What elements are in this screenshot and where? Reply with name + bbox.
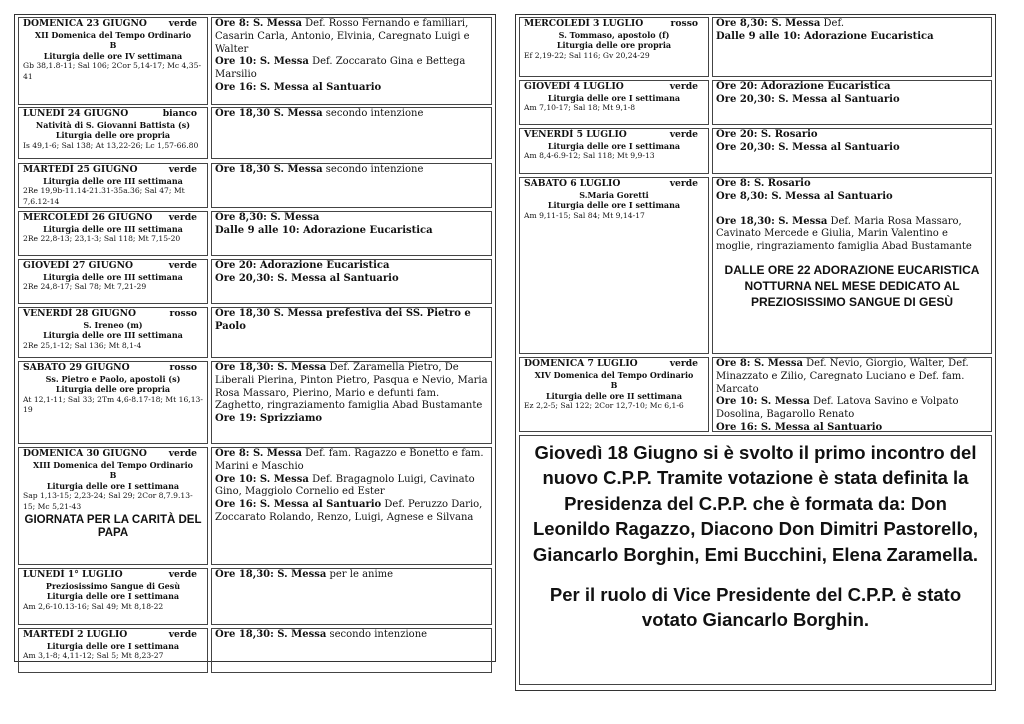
liturgy-line: Liturgia delle ore III settimana	[43, 271, 183, 282]
mass-entry	[716, 178, 988, 191]
mass-schedule	[712, 17, 992, 77]
day-header	[23, 213, 203, 224]
liturgy-line: Liturgia delle ore IV settimana	[43, 50, 183, 61]
day-header	[524, 359, 704, 370]
mass-schedule	[712, 128, 992, 174]
mass-time: Ore 8,30: S. Messa al Santuario	[716, 190, 893, 202]
day-info	[18, 628, 208, 673]
mass-entry	[215, 308, 488, 334]
mass-schedule	[712, 177, 992, 354]
day-date: DOMENICA 30 GIUGNO	[23, 448, 147, 459]
mass-time: Ore 18,30: S. Messa	[215, 569, 327, 580]
mass-entry	[716, 358, 988, 396]
mass-entry	[716, 396, 988, 422]
readings: 2Re 24,8-17; Sal 78; Mt 7,21-29	[23, 282, 147, 291]
day-row	[519, 17, 992, 77]
mass-entry	[215, 212, 488, 225]
mass-intention: Def. Nevio, Giorgio, Walter, Def. Minazzato e Zilio, Caregnato Luciano e Def. fam. Marcato	[716, 358, 969, 395]
left-column	[14, 14, 496, 662]
day-info	[18, 259, 208, 304]
day-info	[18, 211, 208, 256]
mass-time: Ore 20,30: S. Messa al Santuario	[215, 272, 399, 284]
mass-intention: Def. Zoccarato Gina e Bettega Marsilio	[215, 56, 466, 81]
liturgy-line: Liturgia delle ore I settimana	[46, 480, 180, 491]
day-header	[23, 309, 203, 320]
liturgy-line: Liturgia delle ore propria	[55, 130, 171, 140]
mass-time: Ore 20,30: S. Messa al Santuario	[716, 141, 900, 153]
day-header	[23, 261, 203, 272]
day-header	[23, 570, 203, 581]
mass-time: Ore 18,30: S. Messa	[215, 362, 327, 373]
mass-time: Ore 20: Adorazione Eucaristica	[716, 81, 891, 92]
day-row	[18, 628, 492, 673]
liturgy-line: XIII Domenica del Tempo Ordinario	[33, 459, 193, 470]
mass-entry	[716, 18, 988, 31]
day-row	[18, 163, 492, 208]
day-row	[18, 259, 492, 304]
mass-entry	[215, 56, 488, 82]
mass-intention: per le anime	[326, 569, 394, 580]
day-info	[519, 128, 709, 174]
liturgy-line: Liturgia delle ore I settimana	[46, 591, 180, 601]
mass-schedule	[211, 307, 492, 358]
mass-time: Ore 18,30: S. Messa	[716, 215, 828, 227]
mass-time: Ore 18,30 S. Messa	[215, 108, 323, 119]
mass-entry	[215, 629, 488, 642]
spacer	[716, 204, 988, 216]
liturgical-color: verde	[669, 178, 698, 189]
day-header	[524, 179, 704, 190]
mass-entry	[215, 362, 488, 413]
day-info	[18, 17, 208, 105]
mass-entry	[215, 569, 488, 582]
mass-intention: Def. Zaramella Pietro, De Liberali Pierina, Pinton Pietro, Pasqua e Nevio, Maria Rosa Massaro, Pierino, Mario e defunti fam. Zaghetto, ringraziamento famiglia Abad Bustamante	[215, 362, 488, 412]
liturgy-line: Liturgia delle ore I settimana	[547, 92, 681, 103]
day-row	[519, 80, 992, 125]
mass-entry	[716, 129, 988, 142]
liturgical-color: rosso	[169, 362, 197, 373]
mass-time: Ore 16: S. Messa al Santuario	[215, 499, 382, 511]
liturgy-line: XII Domenica del Tempo Ordinario	[34, 29, 192, 40]
mass-time: Ore 8,30: S. Messa	[215, 212, 320, 223]
mass-entry	[716, 216, 988, 254]
mass-entry	[716, 191, 988, 204]
liturgical-color: verde	[669, 81, 698, 92]
mass-schedule	[211, 628, 492, 673]
day-header	[23, 630, 203, 641]
readings: Am 2,6-10.13-16; Sal 49; Mt 8,18-22	[23, 601, 164, 611]
day-date: DOMENICA 7 LUGLIO	[524, 358, 638, 369]
mass-time: Ore 20: S. Rosario	[716, 129, 818, 140]
mass-intention: secondo intenzione	[326, 629, 428, 640]
day-info	[18, 163, 208, 208]
day-header	[23, 109, 203, 120]
mass-time: Ore 8: S. Messa	[215, 448, 302, 459]
mass-time: Dalle 9 alle 10: Adorazione Eucaristica	[716, 30, 934, 42]
liturgy-line: XIV Domenica del Tempo Ordinario	[534, 369, 694, 380]
readings: Am 9,11-15; Sal 84; Mt 9,14-17	[524, 210, 645, 220]
liturgy-line: Liturgia delle ore I settimana	[547, 200, 681, 210]
liturgical-color: verde	[168, 164, 197, 175]
mass-time: Ore 8,30: S. Messa	[716, 18, 821, 29]
mass-intention: Def. Bragagnolo Luigi, Cavinato Gino, Maggiolo Cornelio ed Ester	[215, 473, 475, 498]
day-date: GIOVEDÌ 4 LUGLIO	[524, 81, 624, 92]
mass-schedule	[211, 107, 492, 159]
liturgy-line: Preziosissimo Sangue di Gesù	[45, 580, 181, 591]
mass-schedule	[712, 357, 992, 432]
mass-entry	[215, 18, 488, 56]
mass-intention: Def. Latova Savino e Volpato Dosolina, Bagarollo Renato	[716, 396, 959, 421]
mass-time: Ore 18,30 S. Messa	[215, 164, 323, 175]
mass-schedule	[211, 211, 492, 256]
day-header	[23, 449, 203, 460]
readings: Am 3,1-8; 4,11-12; Sal 5; Mt 8,23-27	[23, 651, 164, 660]
mass-time: Ore 10: S. Messa	[215, 473, 309, 485]
day-date: GIOVEDÌ 27 GIUGNO	[23, 260, 133, 271]
day-date: MERCOLEDÌ 3 LUGLIO	[524, 18, 644, 29]
day-row	[18, 447, 492, 565]
mass-intention: secondo intenzione	[322, 164, 424, 175]
readings: Gb 38,1.8-11; Sal 106; 2Cor 5,14-17; Mc 4,35-41	[23, 61, 202, 81]
day-info	[519, 177, 709, 354]
day-header	[524, 130, 704, 141]
day-row	[18, 107, 492, 159]
mass-intention: secondo intenzione	[322, 108, 424, 119]
mass-time: Dalle 9 alle 10: Adorazione Eucaristica	[215, 224, 433, 236]
day-row	[519, 177, 992, 354]
mass-schedule	[211, 447, 492, 565]
mass-time: Ore 20: Adorazione Eucaristica	[215, 260, 390, 271]
mass-entry	[215, 273, 488, 286]
mass-entry	[215, 474, 488, 500]
readings: Sap 1,13-15; 2,23-24; Sal 29; 2Cor 8,7.9.13-15; Mc 5,21-43	[23, 491, 193, 511]
day-info	[519, 17, 709, 77]
day-row	[18, 211, 492, 256]
liturgy-line: Liturgia delle ore III settimana	[43, 175, 183, 186]
announcement-paragraph-2: Per il ruolo di Vice Presidente del C.P.P. è stato votato Giancarlo Borghin.	[549, 584, 962, 631]
mass-time: Ore 16: S. Messa al Santuario	[716, 421, 883, 432]
readings: Am 7,10-17; Sal 18; Mt 9,1-8	[524, 103, 636, 112]
announcement-box	[519, 435, 992, 685]
day-header	[23, 363, 203, 374]
mass-entry	[716, 422, 988, 432]
readings: At 12,1-11; Sal 33; 2Tm 4,6-8.17-18; Mt 16,13-19	[23, 394, 203, 414]
mass-time: Ore 10: S. Messa	[215, 56, 309, 68]
announcement-paragraph-1: Giovedì 18 Giugno si è svolto il primo incontro del nuovo C.P.P. Tramite votazione è stata definita la Presidenza del C.P.P. che è formata da: Don Leonildo Ragazzo, Diacono Don Dimitri Pastorello, Giancarlo Borghin, Emi Bucchini, Elena Zaramella.	[532, 442, 979, 565]
day-date: SABATO 6 LUGLIO	[524, 178, 621, 189]
adoration-notice: DALLE ORE 22 ADORAZIONE EUCARISTICA NOTTURNA NEL MESE DEDICATO AL PREZIOSISSIMO SANGUE DI GESÙ	[724, 262, 980, 309]
liturgy-line: S. Ireneo (m)	[83, 319, 143, 330]
day-row	[519, 128, 992, 174]
liturgy-line: S. Tommaso, apostolo (f)	[558, 29, 670, 40]
mass-time: Ore 19: Sprizziamo	[215, 413, 323, 425]
liturgical-color: rosso	[670, 18, 698, 29]
readings: Am 8,4-6.9-12; Sal 118; Mt 9,9-13	[524, 151, 655, 160]
mass-schedule	[211, 361, 492, 444]
mass-entry	[215, 164, 488, 177]
day-info	[519, 80, 709, 125]
mass-schedule	[211, 259, 492, 304]
readings: Ez 2,2-5; Sal 122; 2Cor 12,7-10; Mc 6,1-6	[524, 401, 684, 410]
liturgy-line: Ss. Pietro e Paolo, apostoli (s)	[45, 373, 181, 384]
mass-schedule	[211, 163, 492, 208]
mass-entry	[215, 108, 488, 121]
liturgical-color: verde	[168, 448, 197, 459]
liturgy-line: Liturgia delle ore propria	[556, 40, 672, 50]
mass-time: Ore 18,30: S. Messa	[215, 629, 327, 640]
readings: Is 49,1-6; Sal 138; At 13,22-26; Lc 1,57-66.80	[23, 140, 199, 150]
readings: Ef 2,19-22; Sal 116; Gv 20,24-29	[524, 50, 650, 60]
day-date: SABATO 29 GIUGNO	[23, 362, 130, 373]
mass-entry	[716, 94, 988, 107]
liturgy-line: B	[109, 40, 117, 50]
mass-intention: Def. Rosso Fernando e familiari, Casarin Carla, Antonio, Elvinia, Caregnato Luigi e Walter	[215, 18, 470, 55]
day-info	[519, 357, 709, 432]
mass-intention: Def. fam. Ragazzo e Bonetto e fam. Marini e Maschio	[215, 448, 484, 472]
day-date: VENERDÌ 28 GIUGNO	[23, 308, 137, 319]
day-header	[23, 165, 203, 176]
readings: 2Re 25,1-12; Sal 136; Mt 8,1-4	[23, 340, 142, 350]
mass-entry	[716, 81, 988, 94]
mass-intention: Def. Peruzzo Dario, Zoccarato Rolando, Renzo, Luigi, Agnese e Silvana	[215, 499, 483, 523]
mass-entry	[215, 448, 488, 474]
day-header	[23, 19, 203, 30]
day-header	[524, 82, 704, 93]
liturgical-color: verde	[168, 569, 197, 580]
mass-entry	[215, 413, 488, 426]
day-info	[18, 307, 208, 358]
day-info	[18, 361, 208, 444]
liturgy-line: Liturgia delle ore I settimana	[46, 640, 180, 651]
liturgical-color: bianco	[162, 108, 197, 119]
mass-time: Ore 18,30 S. Messa prefestiva dei SS. Pietro e Paolo	[215, 308, 471, 332]
liturgical-color: verde	[669, 129, 698, 140]
liturgy-line: Natività di S. Giovanni Battista (s)	[35, 119, 191, 130]
mass-entry	[215, 260, 488, 273]
day-date: LUNEDÌ 24 GIUGNO	[23, 108, 129, 119]
day-row	[18, 17, 492, 105]
day-date: MARTEDÌ 2 LUGLIO	[23, 629, 128, 640]
mass-intention: Def.	[820, 18, 844, 29]
liturgy-line: B	[109, 470, 117, 480]
liturgy-line: Liturgia delle ore III settimana	[43, 330, 183, 340]
mass-entry	[716, 142, 988, 155]
day-date: DOMENICA 23 GIUGNO	[23, 18, 147, 29]
mass-time: Ore 10: S. Messa	[716, 396, 810, 408]
right-column	[515, 14, 996, 691]
liturgical-color: verde	[168, 212, 197, 223]
mass-time: Ore 16: S. Messa al Santuario	[215, 81, 382, 93]
readings: 2Re 22,8-13; 23,1-3; Sal 118; Mt 7,15-20	[23, 234, 181, 243]
day-info	[18, 447, 208, 565]
mass-time: Ore 8: S. Messa	[716, 358, 803, 369]
mass-schedule	[211, 568, 492, 625]
readings: 2Re 19,9b-11.14-21.31-35a.36; Sal 47; Mt 7,6.12-14	[23, 186, 185, 206]
liturgy-line: S.Maria Goretti	[579, 189, 649, 200]
liturgical-color: verde	[669, 358, 698, 369]
liturgy-line: Liturgia delle ore propria	[55, 384, 171, 394]
mass-time: Ore 8: S. Rosario	[716, 178, 811, 189]
liturgical-color: verde	[168, 18, 197, 29]
liturgy-line: Liturgia delle ore I settimana	[547, 140, 681, 151]
day-row	[519, 357, 992, 432]
mass-time: Ore 8: S. Messa	[215, 18, 302, 29]
day-date: VENERDÌ 5 LUGLIO	[524, 129, 627, 140]
day-row	[18, 307, 492, 358]
liturgical-color: verde	[168, 260, 197, 271]
day-date: MERCOLEDÌ 26 GIUGNO	[23, 212, 153, 223]
liturgy-line: B	[610, 380, 618, 390]
day-header	[524, 19, 704, 30]
day-note: GIORNATA PER LA CARITÀ DEL PAPA	[24, 514, 202, 539]
mass-time: Ore 20,30: S. Messa al Santuario	[716, 93, 900, 105]
mass-schedule	[712, 80, 992, 125]
liturgical-color: rosso	[169, 308, 197, 319]
liturgical-color: verde	[168, 629, 197, 640]
day-info	[18, 568, 208, 625]
day-row	[18, 361, 492, 444]
mass-schedule	[211, 17, 492, 105]
mass-entry	[215, 82, 488, 95]
mass-entry	[215, 499, 488, 525]
day-info	[18, 107, 208, 159]
day-date: LUNEDÌ 1° LUGLIO	[23, 569, 123, 580]
day-date: MARTEDÌ 25 GIUGNO	[23, 164, 138, 175]
liturgy-line: Liturgia delle ore II settimana	[546, 390, 682, 401]
day-row	[18, 568, 492, 625]
mass-entry	[716, 31, 988, 44]
mass-entry	[215, 225, 488, 238]
liturgy-line: Liturgia delle ore III settimana	[43, 223, 183, 234]
mass-intention: Def. Maria Rosa Massaro, Cavinato Mercede e Giulia, Marin Valentino e moglie, ringraziamento famiglia Abad Bustamante	[716, 215, 972, 253]
